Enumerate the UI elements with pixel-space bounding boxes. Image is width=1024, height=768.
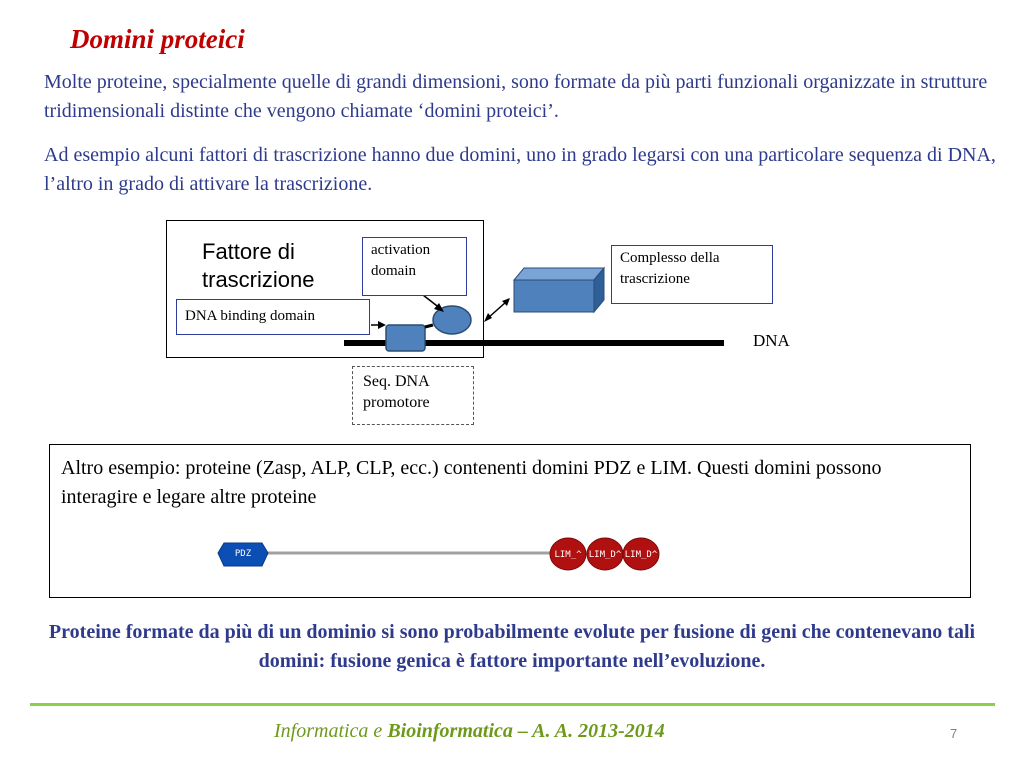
activation-domain-label-line1: activation bbox=[371, 242, 431, 258]
domain-linker bbox=[425, 325, 433, 327]
transcription-factor-label-line2: trascrizione bbox=[202, 267, 315, 292]
transcription-factor-label-line1: Fattore di bbox=[202, 239, 295, 264]
footer-divider bbox=[30, 703, 995, 706]
complex-block-top bbox=[514, 268, 604, 280]
binding-pointer-arrowhead bbox=[378, 321, 386, 329]
pdz-domain-label: PDZ bbox=[234, 549, 252, 559]
lim-domain-label-1: LIM_^ bbox=[554, 550, 582, 560]
footer-prefix: Informatica e bbox=[274, 720, 388, 742]
activation-domain-box bbox=[362, 237, 467, 296]
dna-binding-domain-box: DNA binding domain bbox=[176, 299, 370, 335]
transcription-complex-label-line1: Complesso della bbox=[620, 250, 720, 266]
lim-domain-label-3: LIM_D^ bbox=[624, 550, 658, 560]
lim-domain-label-2: LIM_D^ bbox=[588, 550, 622, 560]
transcription-factor-label bbox=[202, 238, 314, 294]
paragraph-intro: Molte proteine, specialmente quelle di grandi dimensioni, sono formate da più parti funzionali organizzate in strutture tridimensionali distinte che vengono chiamate ‘domini proteici’. bbox=[44, 71, 988, 122]
footer-course: Bioinformatica – A. A. 2013-2014 bbox=[387, 720, 665, 742]
conclusion-text: Proteine formate da più di un dominio si sono probabilmente evolute per fusione di geni che contenevano tali domini: fusione genica è fattore importante nell’evoluzione. bbox=[48, 621, 976, 672]
transcription-complex-box bbox=[611, 245, 773, 304]
promoter-label-line2: promotore bbox=[363, 394, 430, 411]
dna-binding-domain-shape bbox=[386, 325, 425, 351]
slide-title: Domini proteici bbox=[70, 24, 245, 54]
page-number: 7 bbox=[950, 726, 958, 741]
complex-block-front bbox=[514, 280, 594, 312]
promoter-sequence-box bbox=[352, 366, 474, 425]
interaction-arrow-line bbox=[488, 302, 506, 318]
transcription-complex-label-line2: trascrizione bbox=[620, 271, 690, 287]
promoter-label-line1: Seq. DNA bbox=[363, 373, 430, 390]
activation-domain-label-line2: domain bbox=[371, 263, 416, 279]
example-panel-text: Altro esempio: proteine (Zasp, ALP, CLP, ecc.) contenenti domini PDZ e LIM. Questi domini possono interagire e legare altre proteine bbox=[61, 457, 882, 508]
paragraph-example: Ad esempio alcuni fattori di trascrizione hanno due domini, uno in grado legarsi con una particolare sequenza di DNA, l’altro in grado di attivare la trascrizione. bbox=[44, 144, 996, 195]
interaction-arrowhead-start bbox=[484, 313, 492, 322]
footer-text bbox=[274, 720, 665, 743]
dna-label: DNA bbox=[753, 331, 790, 350]
